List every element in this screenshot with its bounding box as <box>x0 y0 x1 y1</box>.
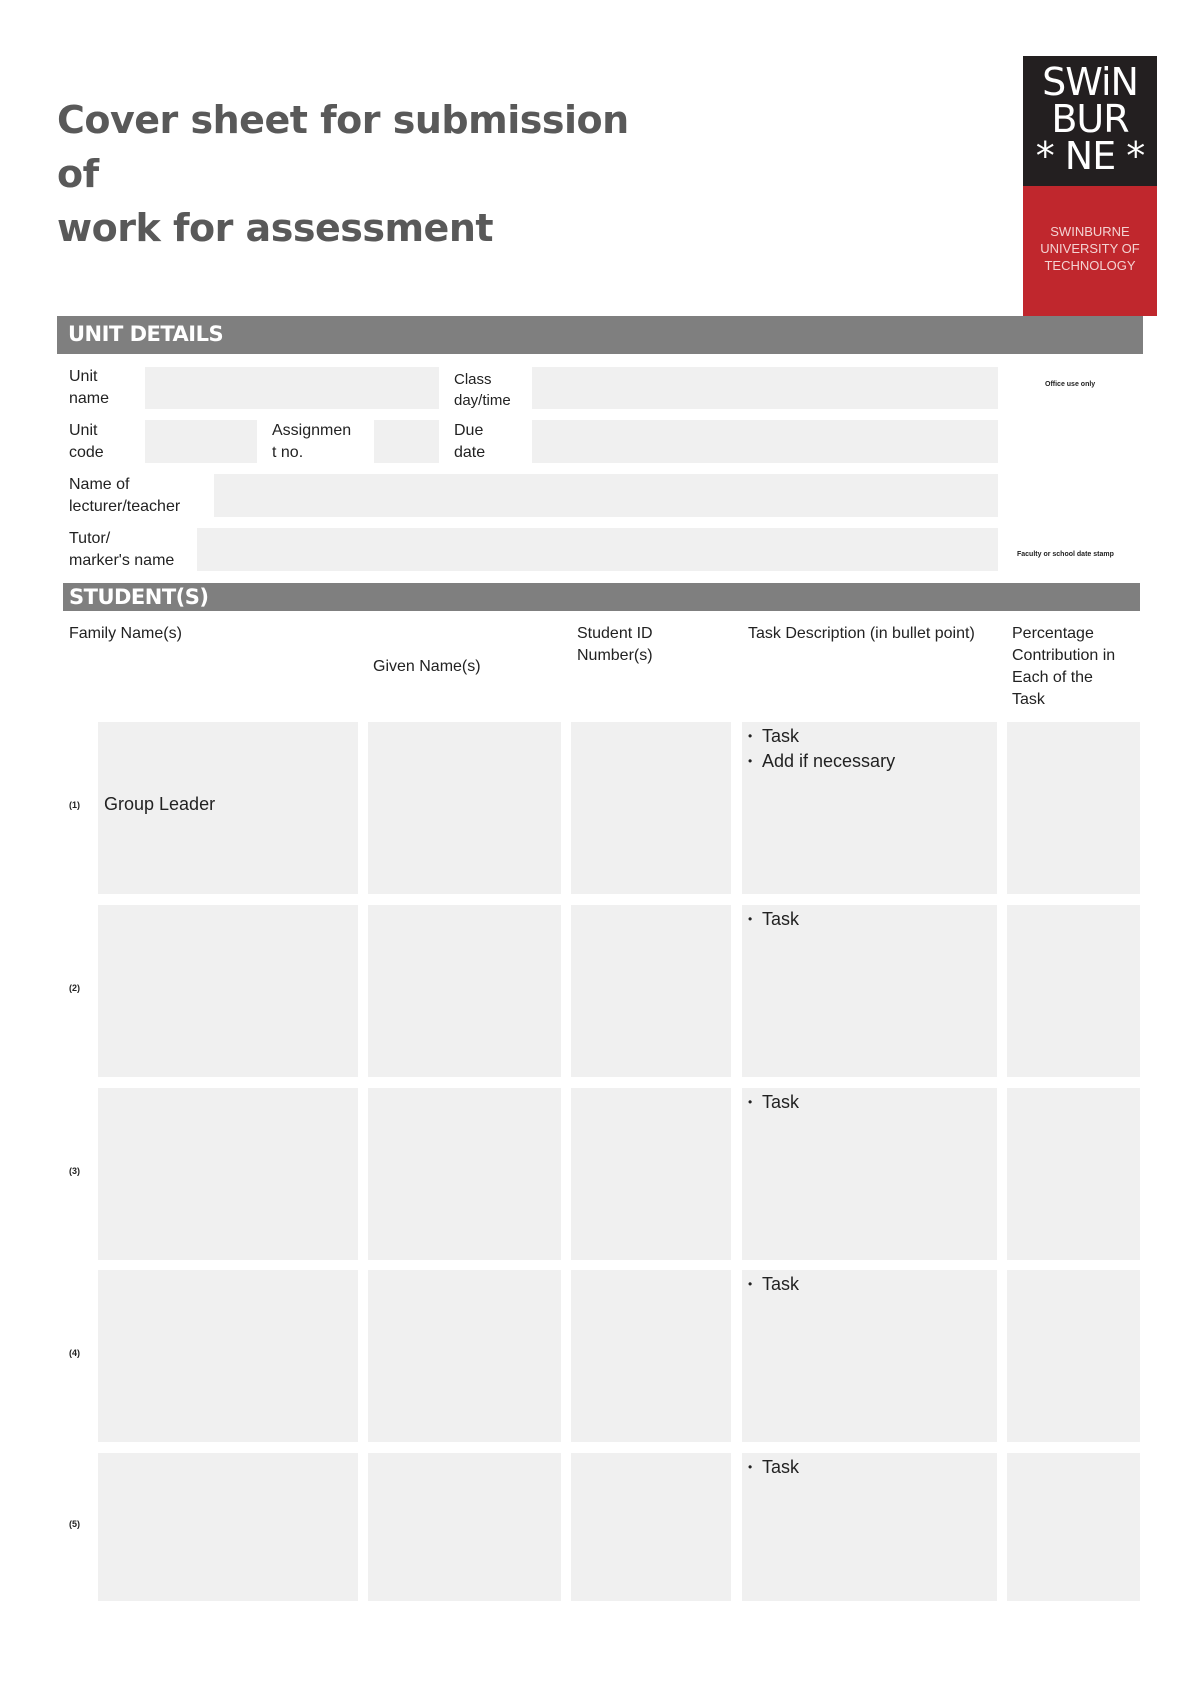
given-name-cell[interactable] <box>368 905 561 1077</box>
bullet-icon: • <box>748 912 753 926</box>
given-name-cell[interactable] <box>368 722 561 894</box>
title-line-1: Cover sheet for submission of <box>57 98 629 196</box>
family-value: Group Leader <box>104 794 216 814</box>
due-date-label-2: date <box>454 444 486 461</box>
assignment-no-field[interactable] <box>374 420 439 463</box>
family-name-cell[interactable] <box>98 1270 358 1442</box>
class-day-time-field[interactable] <box>532 367 998 409</box>
student-id-cell[interactable] <box>571 722 731 894</box>
due-date-label-1: Due <box>454 422 484 439</box>
logo-sub-3: TECHNOLOGY <box>1044 258 1136 273</box>
task-description-cell[interactable] <box>742 1270 997 1442</box>
lecturer-label <box>69 474 180 518</box>
family-name-cell[interactable] <box>98 1453 358 1601</box>
task-text: Task <box>762 1274 800 1294</box>
due-date-label <box>454 420 485 464</box>
class-label-2: day/time <box>454 392 511 409</box>
lecturer-label-2: lecturer/teacher <box>69 498 181 515</box>
student-row-number: (1) <box>69 800 80 810</box>
task-description-cell[interactable] <box>742 905 997 1077</box>
unit-name-label-1: Unit <box>69 368 98 385</box>
assignment-label-1: Assignmen <box>272 422 352 439</box>
lecturer-field[interactable] <box>214 474 998 517</box>
unit-name-field[interactable] <box>145 367 439 409</box>
task-text: Task <box>762 1092 800 1112</box>
student-id-cell[interactable] <box>571 905 731 1077</box>
col-student-id-2: Number(s) <box>577 647 653 664</box>
unit-name-label <box>69 366 109 410</box>
due-date-field[interactable] <box>532 420 998 463</box>
bullet-icon: • <box>748 1095 753 1109</box>
family-name-cell[interactable] <box>98 905 358 1077</box>
students-heading: STUDENT(S) <box>63 583 1140 611</box>
given-name-cell[interactable] <box>368 1088 561 1260</box>
student-id-cell[interactable] <box>571 1270 731 1442</box>
percentage-cell[interactable] <box>1007 722 1140 894</box>
bullet-icon: • <box>748 1460 753 1474</box>
title-line-2: work for assessment <box>57 206 494 250</box>
task-description-cell[interactable] <box>742 1453 997 1601</box>
percentage-cell[interactable] <box>1007 1088 1140 1260</box>
task-bullet <box>748 1455 799 1480</box>
logo-wordmark <box>1023 56 1157 186</box>
col-student-id <box>577 623 653 667</box>
unit-code-label <box>69 420 104 464</box>
bullet-icon: • <box>748 1277 753 1291</box>
percentage-cell[interactable] <box>1007 1453 1140 1601</box>
task-bullet <box>748 724 799 749</box>
task-text: Task <box>762 909 800 929</box>
tutor-field[interactable] <box>197 528 998 571</box>
family-name-cell[interactable] <box>98 1088 358 1260</box>
unit-name-label-2: name <box>69 390 110 407</box>
task-bullet <box>748 749 895 774</box>
col-pct-3: Each of the <box>1012 669 1093 686</box>
col-pct-4: Task <box>1012 691 1045 708</box>
logo-sub-2: UNIVERSITY OF <box>1040 241 1140 256</box>
logo-sub-1: SWINBURNE <box>1050 224 1130 239</box>
given-name-cell[interactable] <box>368 1270 561 1442</box>
task-description-cell[interactable] <box>742 1088 997 1260</box>
unit-code-field[interactable] <box>145 420 257 463</box>
logo-line-3: * NE * <box>1035 134 1145 178</box>
col-pct-2: Contribution in <box>1012 647 1116 664</box>
task-text: Task <box>762 726 800 746</box>
class-label <box>454 369 511 411</box>
col-pct-1: Percentage <box>1012 625 1094 642</box>
bullet-icon: • <box>748 729 753 743</box>
student-row-number: (5) <box>69 1519 80 1529</box>
col-task-description: Task Description (in bullet point) <box>748 625 975 642</box>
bullet-icon: • <box>748 754 753 768</box>
task-bullet <box>748 1090 799 1115</box>
class-label-1: Class <box>454 371 492 388</box>
task-text: Add if necessary <box>762 751 896 771</box>
assignment-label-2: t no. <box>272 444 304 461</box>
percentage-cell[interactable] <box>1007 905 1140 1077</box>
col-percentage <box>1012 623 1115 711</box>
tutor-label <box>69 528 174 572</box>
logo-subtitle <box>1023 186 1157 316</box>
task-bullet <box>748 1272 799 1297</box>
task-bullet <box>748 907 799 932</box>
tutor-label-1: Tutor/ <box>69 530 111 547</box>
family-name-cell[interactable] <box>98 722 358 894</box>
student-row-number: (2) <box>69 983 80 993</box>
percentage-cell[interactable] <box>1007 1270 1140 1442</box>
task-text: Task <box>762 1457 800 1477</box>
unit-code-label-2: code <box>69 444 104 461</box>
lecturer-label-1: Name of <box>69 476 130 493</box>
col-family-name: Family Name(s) <box>69 625 182 642</box>
logo-line-1: SWiN <box>1042 60 1138 104</box>
unit-details-heading: UNIT DETAILS <box>57 316 1143 354</box>
col-given-name: Given Name(s) <box>373 658 481 675</box>
student-id-cell[interactable] <box>571 1453 731 1601</box>
date-stamp-label: Faculty or school date stamp <box>1017 551 1114 558</box>
student-id-cell[interactable] <box>571 1088 731 1260</box>
col-student-id-1: Student ID <box>577 625 653 642</box>
given-name-cell[interactable] <box>368 1453 561 1601</box>
assignment-no-label <box>272 420 351 464</box>
task-description-cell[interactable] <box>742 722 997 894</box>
unit-code-label-1: Unit <box>69 422 98 439</box>
student-row-number: (3) <box>69 1166 80 1176</box>
student-row-number: (4) <box>69 1348 80 1358</box>
office-use-label: Office use only <box>1045 381 1096 388</box>
logo-line-2: BUR <box>1051 97 1129 141</box>
page-title <box>57 93 657 255</box>
tutor-label-2: marker's name <box>69 552 175 569</box>
swinburne-logo <box>1023 56 1157 316</box>
